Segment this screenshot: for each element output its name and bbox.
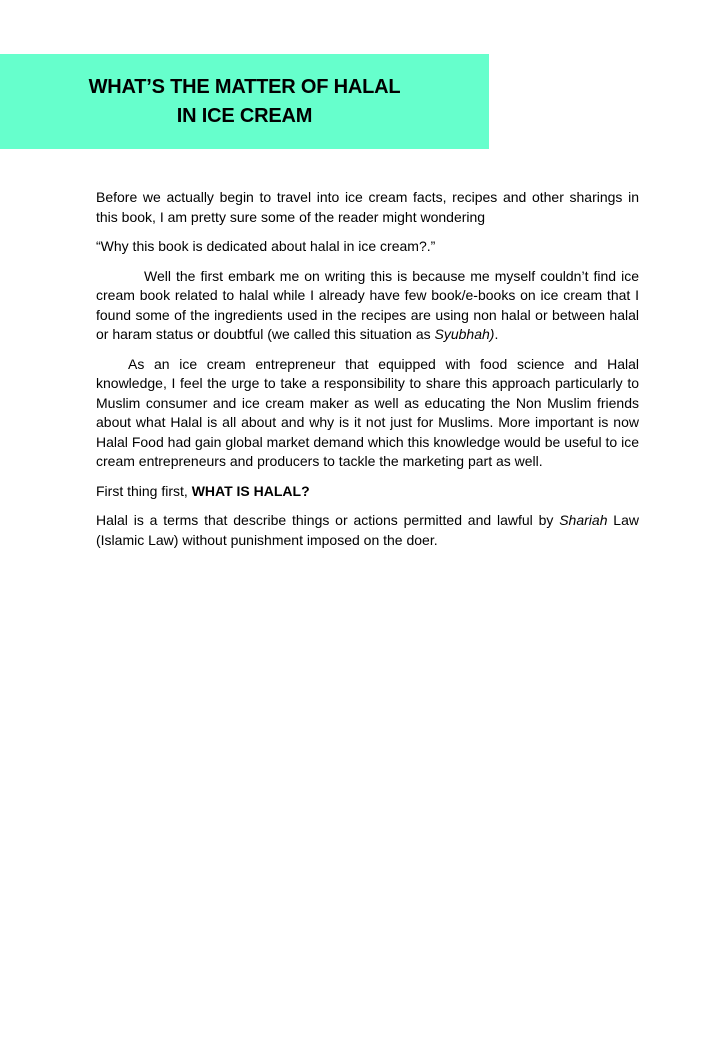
intro-text: Before we actually begin to travel into ice cream facts, recipes and other sharings in this book, I am pretty sure some of the reader might wondering bbox=[96, 189, 639, 225]
title-banner bbox=[0, 54, 489, 149]
syubhah-term: Syubhah) bbox=[434, 326, 495, 342]
page-title-line-1: WHAT’S THE MATTER OF HALAL bbox=[88, 75, 401, 98]
what-is-halal-heading: WHAT IS HALAL? bbox=[191, 482, 310, 499]
what-is-halal-paragraph bbox=[96, 482, 639, 502]
question-paragraph bbox=[96, 237, 639, 257]
entrepreneur-paragraph bbox=[96, 355, 639, 472]
question-text: “Why this book is dedicated about halal in ice cream?.” bbox=[96, 238, 436, 254]
intro-paragraph bbox=[96, 188, 639, 227]
reason-paragraph bbox=[96, 267, 639, 345]
shariah-term: Shariah bbox=[559, 512, 608, 528]
body-text bbox=[96, 188, 639, 560]
definition-end: Law (Islamic Law) without punishment imposed on the doer. bbox=[96, 512, 639, 548]
page-title-line-2: IN ICE CREAM bbox=[176, 104, 313, 127]
first-thing-text: First thing first, bbox=[96, 482, 192, 499]
definition-paragraph bbox=[96, 511, 639, 550]
entrepreneur-text: As an ice cream entrepreneur that equipped with food science and Halal knowledge, I feel the urge to take a responsibility to share this approach particularly to Muslim consumer and ice cream maker as well as educating the Non Muslim friends about what Halal is all about and why is it not just for Muslims. More important is now Halal Food had gain global market demand which this knowledge would be useful to ice cream entrepreneurs and producers to tackle the marketing part as well. bbox=[96, 355, 639, 469]
definition-start: Halal is a terms that describe things or actions permitted and lawful by bbox=[96, 512, 560, 528]
reason-text: Well the first embark me on writing this is because me myself couldn’t find ice cream book related to halal while I already have few book/e-books on ice cream that I found some of the ingredients used in the recipes are using non halal or between halal or haram status or doubtful (we called this situation as bbox=[96, 267, 639, 342]
reason-end: . bbox=[494, 326, 499, 342]
